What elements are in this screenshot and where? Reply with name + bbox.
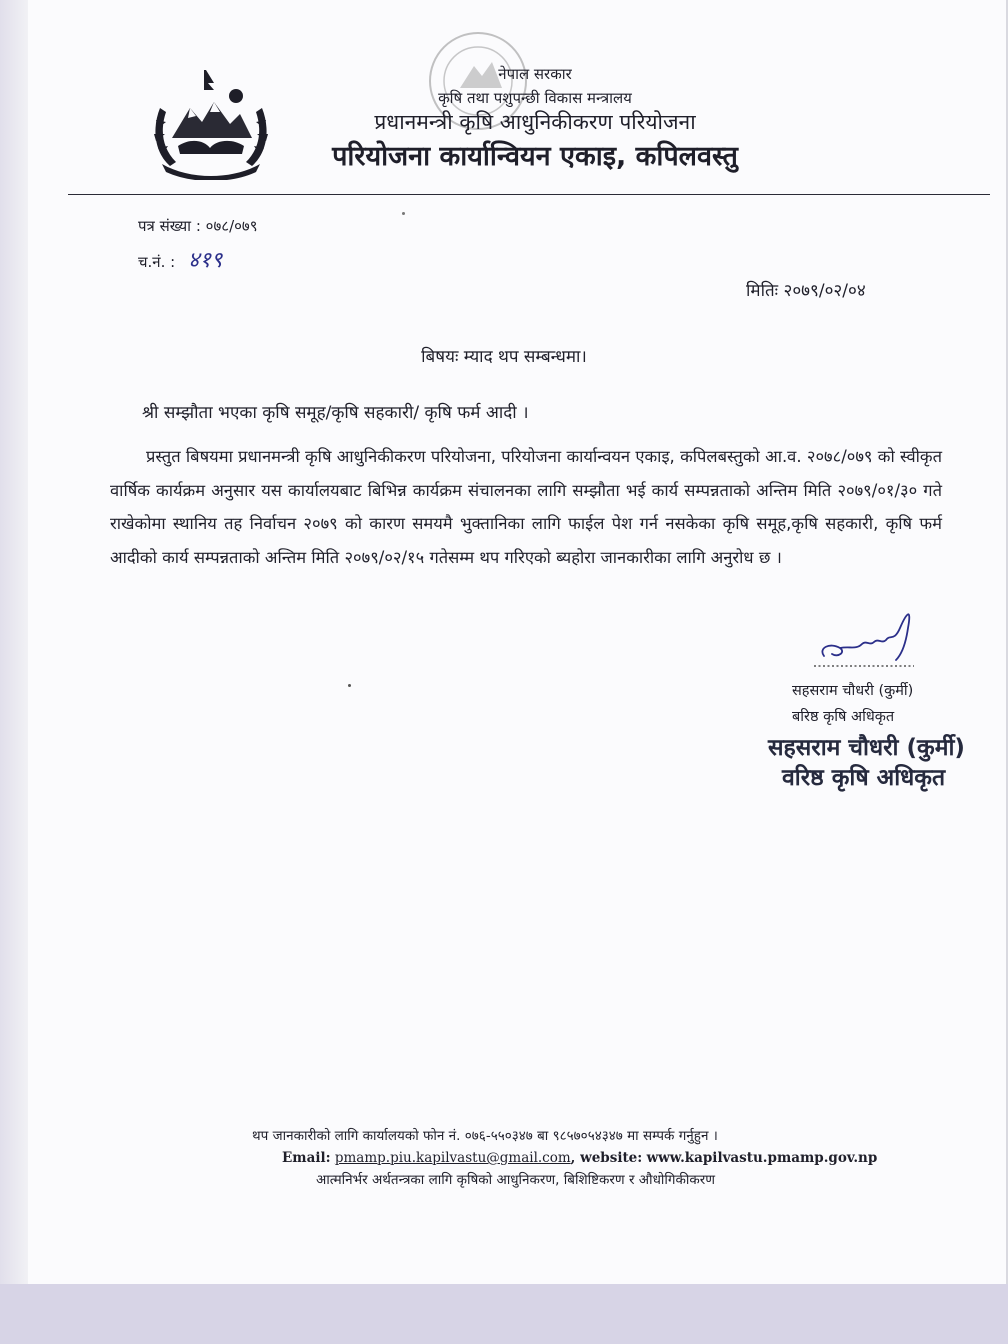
signatory-stamp-title: वरिष्ठ कृषि अधिकृत [782,765,946,791]
nepal-government-emblem-icon [150,68,272,180]
unit-name: परियोजना कार्यान्वियन एकाइ, कपिलवस्तु [332,141,738,172]
scan-bottom-edge [0,1284,1008,1344]
footer-motto: आत्मनिर्भर अर्थतन्त्रका लागि कृषिको आधुनिकरण, बिशिष्टिकरण र औधोगिकीकरण [316,1172,716,1188]
header-divider [68,194,990,195]
letter-recipient: श्री सम्झौता भएका कृषि समूह/कृषि सहकारी/ कृषि फर्म आदी । [142,403,529,423]
scan-speck [402,212,405,215]
website-link[interactable]: www.kapilvastu.pmamp.gov.np [646,1150,878,1166]
dispatch-number [138,244,222,274]
ministry-name: कृषि तथा पशुपन्छी विकास मन्त्रालय [438,89,632,107]
dispatch-number-label: च.नं. : [138,253,176,271]
letter-subject: बिषयः म्याद थप सम्बन्धमा। [421,347,587,367]
footer-contact [282,1150,877,1166]
signatory-stamp-name: सहसराम चौधरी (कुर्मी) [768,735,965,761]
dispatch-number-value: ४१९ [188,248,223,273]
letter-number-value: ०७८/०७९ [205,217,258,235]
signatory-title: बरिष्ठ कृषि अधिकृत [792,709,895,725]
scan-left-edge [0,0,28,1284]
project-name: प्रधानमन्त्री कृषि आधुनिकीकरण परियोजना [374,110,696,134]
scan-speck [348,684,351,687]
website-label: , website: [570,1150,643,1166]
signatory-name: सहसराम चौधरी (कुर्मी) [792,683,914,699]
letter-body: प्रस्तुत बिषयमा प्रधानमन्त्री कृषि आधुनिकीकरण परियोजना, परियोजना कार्यान्वयन एकाइ, कपिलबस्तुको आ.व. २०७८/०७९ को स्वीकृत वार्षिक कार्यक्रम अनुसार यस कार्यालयबाट बिभिन्न कार्यक्रम संचालनका लागि सम्झौता भई कार्य सम्पन्नताको अन्तिम मिति २०७९/०१/३० गते राखेकोमा स्थानिय तह निर्वाचन २०७९ को कारण समयमै भुक्तानिका लागि फाईल पेश गर्न नसकेका कृषि समूह,कृषि सहकारी, कृषि फर्म आदीको कार्य सम्पन्नताको अन्तिम मिति २०७९/०२/१५ गतेसम्म थप गरिएको ब्यहोरा जानकारीका लागि अनुरोध छ । [110,447,942,567]
footer-phone: थप जानकारीको लागि कार्यालयको फोन नं. ०७६-५५०३४७ बा ९८५७०५४३४७ मा सम्पर्क गर्नुहुन । [252,1128,718,1144]
handwritten-signature-icon [810,598,920,670]
letter-number [138,216,258,236]
government-name: नेपाल सरकार [498,65,572,83]
letter-date: मितिः २०७९/०२/०४ [746,281,866,301]
email-link[interactable]: pmamp.piu.kapilvastu@gmail.com [334,1150,571,1166]
email-label: Email: [282,1150,331,1166]
letter-number-label: पत्र संख्या : [138,217,201,235]
